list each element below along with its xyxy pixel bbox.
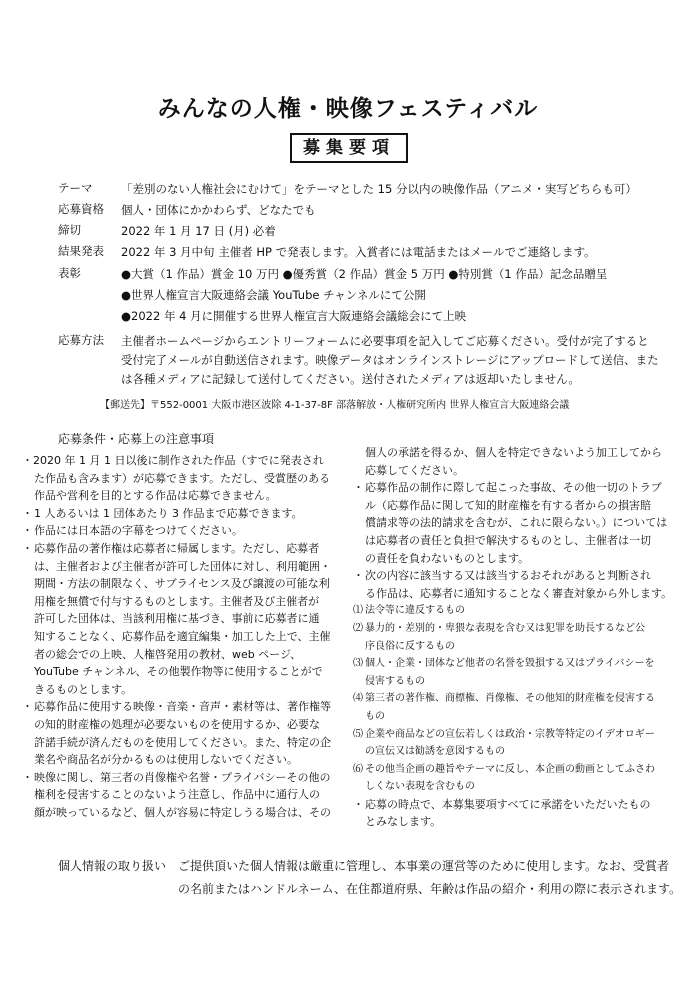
conditions-right-column [353,444,683,831]
spec-value: は各種メディアに記録して送付してください。送付されたメディアは返却いたしません。 [121,372,580,386]
condition-line: 個人の承諾を得るか、個人を特定できないよう加工してから [365,446,662,459]
spec-value: ●2022 年 4 月に開催する世界人権宣言大阪連絡会議総会にて上映 [121,309,467,323]
condition-line: は、主催者および主催者が許可した団体に対し、利用範囲・ [34,559,331,573]
condition-line: しくない表現を含むもの [365,781,475,793]
spec-value: ●世界人権宣言大阪連絡会議 YouTube チャンネルにて公開 [121,288,426,302]
condition-line: た作品も含みます）が応募できます。ただし、受賞歴のある [34,471,331,485]
spec-value: 受付完了メールが自動送信されます。映像データはオンラインストレージにアップロードして送信、また [121,353,659,367]
condition-line: ・作品には日本語の字幕をつけてください。 [22,524,243,538]
condition-line: ⑴ 法令等に違反するもの [353,605,465,617]
condition-line: ⑷ 第三者の著作権、商標権、肖像権、その他知的財産権を侵害する [353,693,655,705]
condition-line: の責任を負わないものとします。 [365,551,530,565]
condition-line: 許可した団体は、当該利用権に基づき、事前に応募者に通 [34,612,320,626]
condition-line: ・次の内容に該当する又は該当するおそれがあると判断され [353,569,651,583]
condition-line: きるものとします。 [34,682,133,696]
condition-line: ・応募作品の制作に際して起こった事故、その他一切のトラブ [353,481,662,495]
privacy-text [178,855,681,901]
spec-key: 締切 [58,223,81,237]
condition-line: ⑸ 企業や商品などの宣伝若しくは政治・宗教等特定のイデオロギー [353,728,655,740]
condition-line: 侵害するもの [365,675,425,687]
condition-line: 用権を無償で付与するものとします。主催者及び主催者が [34,594,320,608]
condition-line: 作品や営利を目的とする作品は応募できません。 [34,489,277,503]
spec-key: 応募方法 [58,333,104,347]
condition-line: 者の総会での上映、人権啓発用の教材、web ページ、 [34,647,302,661]
condition-line: 応募してください。 [365,463,464,477]
spec-value: 2022 年 1 月 17 日 (月) 必着 [121,224,276,238]
condition-line: もの [365,710,385,722]
privacy-line: ご提供頂いた個人情報は厳重に管理し、本事業の運営等のために使用します。なお、受賞者 [178,859,670,873]
condition-line: 序良俗に反するもの [365,640,455,652]
condition-line: とみなします。 [365,815,442,829]
page-title: みんなの人権・映像フェスティバル [157,96,539,122]
condition-line: ・1 人あるいは 1 団体あたり 3 作品まで応募できます。 [22,506,303,520]
condition-line: ・応募作品に使用する映像・音楽・音声・素材等は、著作権等 [22,700,331,714]
condition-line: ・応募作品の著作権は応募者に帰属します。ただし、応募者 [22,541,320,555]
spec-value: ●大賞（1 作品）賞金 10 万円 ●優秀賞（2 作品）賞金 5 万円 ●特別賞（1 作品）記念品贈呈 [121,267,608,281]
condition-line: 業名や商品名が分かるものは使用しないでください。 [34,753,298,767]
conditions-left-column [22,452,344,821]
condition-line: 許諾手続が済んだものを使用してください。また、特定の企 [34,735,331,749]
condition-line: ⑵ 暴力的・差別的・卑猥な表現を含む又は犯罪を助長するなど公 [353,622,645,634]
condition-line: 知することなく、応募作品を適宜編集・加工した上で、主催 [34,629,331,643]
condition-line: 期間・方法の制限なく、サブライセンス及び譲渡の可能な利 [34,577,330,591]
condition-line: の宣伝又は勧誘を意図するもの [365,746,505,758]
page-subtitle: 募集要項 [290,133,408,163]
condition-line: ・応募の時点で、本募集要項すべてに承諾をいただいたもの [353,797,651,811]
condition-line: 権利を侵害することのないよう注意し、作品中に通行人の [34,788,320,802]
spec-value: 「差別のない人権社会にむけて」をテーマとした 15 分以内の映像作品（アニメ・実写どちらも可） [121,182,637,196]
condition-line: る作品は、応募者に通知することなく審査対象から外します。 [365,586,673,600]
spec-key: テーマ [58,181,93,195]
condition-line: ・2020 年 1 月 1 日以後に制作された作品（すでに発表され [22,454,324,467]
spec-value: 個人・団体にかかわらず、どなたでも [121,203,316,217]
condition-line: ル（応募作品に関して知的財産権を有する者からの損害賠 [365,498,651,512]
privacy-line: の名前またはハンドルネーム、在住都道府県、年齢は作品の紹介・利用の際に表示されます。 [178,882,682,896]
spec-key: 表彰 [58,266,81,280]
mailing-address: 【郵送先】〒552-0001 大阪市港区波除 4-1-37-8F 部落解放・人権研究所内 世界人権宣言大阪連絡会議 [100,400,570,411]
condition-line: ⑶ 個人・企業・団体など他者の名誉を毀損する又はプライバシーを [353,658,655,670]
spec-key: 結果発表 [58,244,104,258]
condition-line: ・映像に関し、第三者の肖像権や名誉・プライバシーその他の [22,770,331,784]
condition-line: は応募者の責任と負担で解決するものとし、主催者は一切 [365,533,651,547]
privacy-heading: 個人情報の取り扱い [58,859,167,873]
condition-line: ⑹ その他当企画の趣旨やテーマに反し、本企画の動画としてふさわ [353,763,655,775]
spec-value: 主催者ホームページからエントリーフォームに必要事項を記入してご応募ください。受付が完了すると [121,334,649,348]
condition-line: 顔が映っているなど、個人が容易に特定しうる場合は、その [34,805,331,819]
condition-line: 償請求等の法的請求を含むが、これに限らない。）については [365,516,668,530]
spec-key: 応募資格 [58,202,104,216]
conditions-heading: 応募条件・応募上の注意事項 [58,432,215,446]
spec-value: 2022 年 3 月中旬 主催者 HP で発表します。入賞者には電話またはメールでご連絡します。 [121,245,596,259]
condition-line: の知的財産権の処理が必要ないものを使用するか、必要な [34,717,320,731]
condition-line: YouTube チャンネル、その他製作物等に使用することがで [34,665,323,679]
